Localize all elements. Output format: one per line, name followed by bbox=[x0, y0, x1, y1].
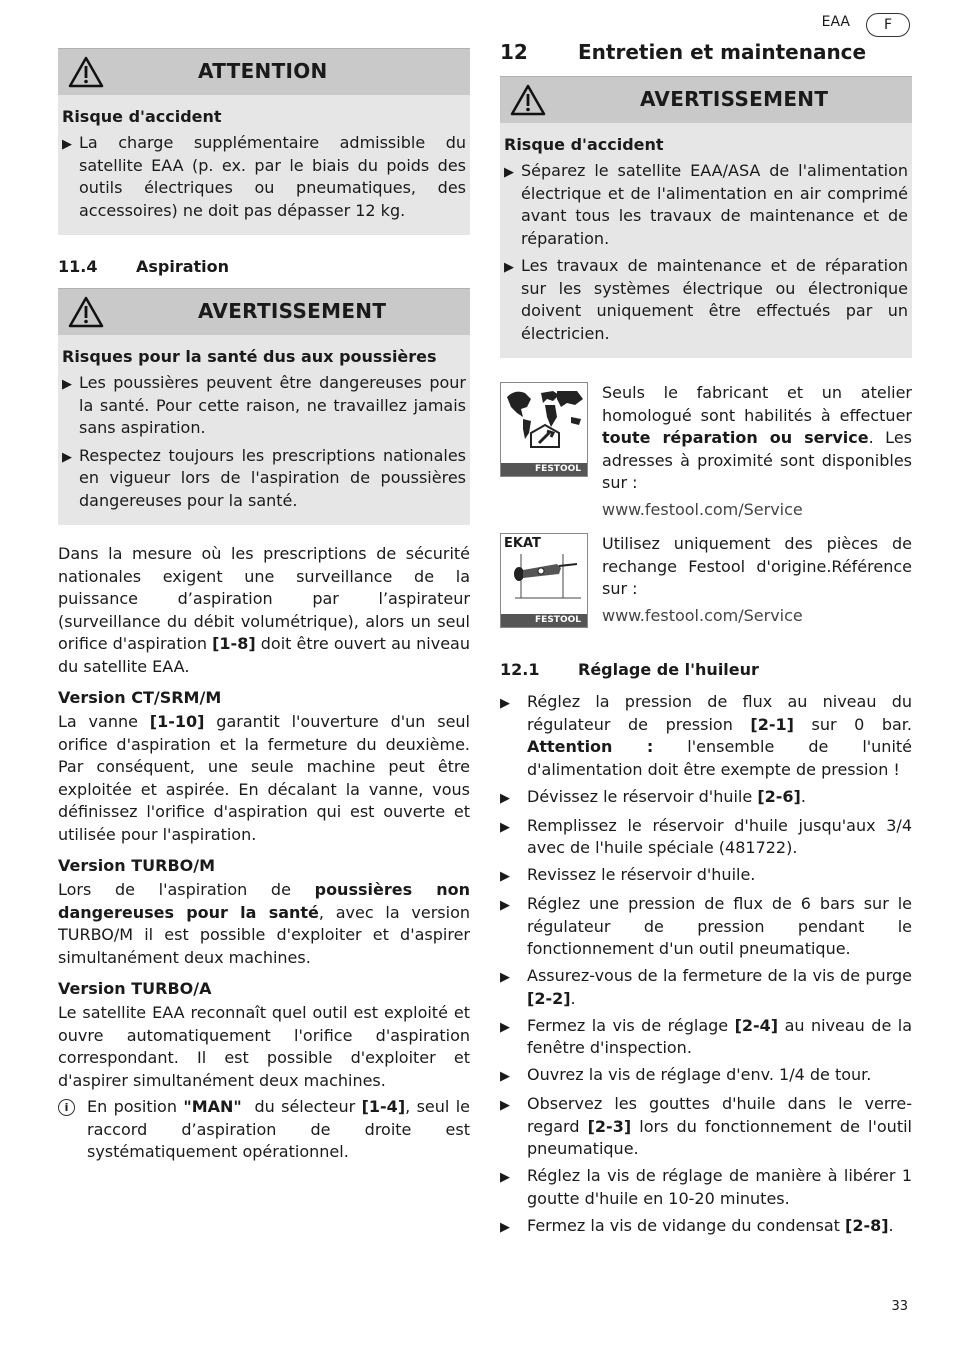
ekat-label: EKAT bbox=[504, 536, 541, 551]
service-world-map-icon bbox=[500, 382, 588, 477]
bullet-triangle-icon: ▶ bbox=[500, 1069, 510, 1084]
warning-box bbox=[58, 288, 470, 525]
warning-header bbox=[500, 76, 912, 123]
warning-triangle-icon bbox=[510, 84, 546, 116]
version-turbo-m-text: Lors de l'aspiration de poussières non dangereuses pour la santé, avec la version TURBO/M il est possible d'exploiter et d'aspirer simultanément deux machines. bbox=[58, 880, 471, 967]
list-item: ▶ Dévissez le réservoir d'huile [2-6]. bbox=[500, 786, 912, 811]
info-icon: i bbox=[58, 1099, 75, 1116]
service-url-link[interactable]: www.festool.com/Service bbox=[602, 499, 803, 519]
version-ct-text: La vanne [1-10] garantit l'ouverture d'un seul orifice d'aspiration et la fermeture du deuxième. Par conséquent, une seule machine peut être exploitée et aspirée. En décalant la vanne, vous définissez l'orifice d'aspiration qui est ouverte et utilisée pour l'aspiration. bbox=[58, 712, 470, 844]
warning-triangle-icon bbox=[68, 296, 104, 328]
list-item: ▶ Fermez la vis de vidange du condensat [2-8]. bbox=[500, 1215, 912, 1240]
warning-item: ▶ Respectez toujours les prescriptions nationales en vigueur lors de l'aspiration de poussières dangereuses pour la santé. bbox=[58, 445, 470, 518]
spare-parts-text: Utilisez uniquement des pièces de rechange Festool d'origine.Référence sur : bbox=[602, 534, 912, 598]
bullet-triangle-icon: ▶ bbox=[500, 970, 510, 985]
version-turbo-m-heading: Version TURBO/M bbox=[58, 856, 215, 875]
warning-title: AVERTISSEMENT bbox=[640, 87, 829, 111]
festool-logo: FESTOOL bbox=[501, 614, 587, 627]
left-column bbox=[58, 48, 470, 1164]
spare-parts-url-link[interactable]: www.festool.com/Service bbox=[602, 605, 803, 625]
attention-box bbox=[58, 48, 470, 235]
world-map-icon bbox=[501, 383, 587, 463]
maintenance-warning-box bbox=[500, 76, 912, 358]
chapter-heading-12 bbox=[500, 40, 912, 64]
attention-title: ATTENTION bbox=[198, 59, 328, 83]
attention-subtitle: Risque d'accident bbox=[62, 107, 222, 126]
version-turbo-a-text: Le satellite EAA reconnaît quel outil est exploité et ouvre automatiquement l'orifice d'aspiration correspondant. Il est possible d'exploiter et d'aspirer simultanément deux machines. bbox=[58, 1003, 470, 1090]
bullet-triangle-icon: ▶ bbox=[62, 377, 72, 392]
bullet-triangle-icon: ▶ bbox=[500, 819, 510, 835]
section-title: Aspiration bbox=[136, 257, 230, 276]
list-item: ▶ Réglez la vis de réglage de manière à libérer 1 goutte d'huile en 10-20 minutes. bbox=[500, 1165, 912, 1210]
version-turbo-a-heading: Version TURBO/A bbox=[58, 979, 212, 998]
oiler-steps-list bbox=[500, 691, 912, 1239]
list-item: ▶ Assurez-vous de la fermeture de la vis de purge [2-2]. bbox=[500, 965, 912, 1010]
figure-reference: [1-8] bbox=[212, 634, 256, 653]
list-item: ▶ Revissez le réservoir d'huile. bbox=[500, 864, 912, 889]
bullet-triangle-icon: ▶ bbox=[500, 1098, 510, 1113]
list-item: ▶ Fermez la vis de réglage [2-4] au niveau de la fenêtre d'inspection. bbox=[500, 1015, 912, 1060]
bullet-triangle-icon: ▶ bbox=[504, 260, 514, 275]
spare-parts-info bbox=[500, 533, 912, 628]
service-info bbox=[500, 382, 912, 521]
section-number: 11.4 bbox=[58, 257, 98, 276]
attention-header bbox=[58, 48, 470, 95]
warning-triangle-icon bbox=[68, 56, 104, 88]
list-item: ▶ Ouvrez la vis de réglage d'env. 1/4 de tour. bbox=[500, 1064, 912, 1089]
version-ct-heading: Version CT/SRM/M bbox=[58, 688, 222, 707]
bullet-triangle-icon: ▶ bbox=[500, 1219, 510, 1235]
warning-item: ▶ Les poussières peuvent être dangereuses pour la santé. Pour cette raison, ne travaillez jamais sans aspiration. bbox=[58, 372, 470, 445]
section-heading-11-4 bbox=[58, 257, 470, 276]
section-number: 12.1 bbox=[500, 660, 540, 679]
bullet-triangle-icon: ▶ bbox=[500, 898, 510, 913]
warning-item: ▶ Les travaux de maintenance et de réparation sur les systèmes électrique ou électronique doivent uniquement être effectués par un électricien. bbox=[500, 255, 912, 350]
warning-item: ▶ Séparez le satellite EAA/ASA de l'alimentation électrique et de l'alimentation en air comprimé avant tous les travaux de maintenance et de réparation. bbox=[500, 160, 912, 255]
figure-reference: [1-10] bbox=[149, 712, 205, 731]
bullet-triangle-icon: ▶ bbox=[500, 1170, 510, 1185]
bullet-triangle-icon: ▶ bbox=[504, 165, 514, 180]
bullet-triangle-icon: ▶ bbox=[500, 696, 510, 711]
bullet-triangle-icon: ▶ bbox=[500, 790, 510, 806]
page-number: 33 bbox=[891, 1299, 908, 1314]
section-title: Réglage de l'huileur bbox=[578, 660, 759, 679]
figure-reference: [1-4] bbox=[361, 1097, 406, 1116]
intro-paragraph: Dans la mesure où les prescriptions de sécurité nationales exigent une surveillance de la puissance d’aspiration par l’aspirateur (surveillance du débit volumétrique), alors un seul orifice d'aspiration [1-8] doit être ouvert au niveau du satellite EAA. bbox=[58, 544, 470, 676]
warning-subtitle: Risque d'accident bbox=[504, 135, 664, 154]
warning-header bbox=[58, 288, 470, 335]
service-text: Seuls le fabricant et un atelier homologué sont habilités à effectuer toute réparation ou service. Les adresses à proximité sont disponibles sur : bbox=[602, 383, 912, 492]
section-heading-12-1 bbox=[500, 660, 912, 679]
list-item: ▶ Remplissez le réservoir d'huile jusqu'aux 3/4 avec de l'huile spéciale (481722). bbox=[500, 815, 912, 860]
spare-parts-ekat-icon bbox=[500, 533, 588, 628]
right-column bbox=[500, 40, 912, 1244]
list-item: ▶ Observez les gouttes d'huile dans le verre-regard [2-3] lors du fonctionnement de l'outil pneumatique. bbox=[500, 1093, 912, 1161]
doc-code: EAA bbox=[821, 14, 850, 30]
bullet-triangle-icon: ▶ bbox=[500, 869, 510, 884]
language-badge: F bbox=[866, 13, 910, 37]
list-item: ▶ Réglez la pression de flux au niveau du régulateur de pression [2-1] sur 0 bar. Attention : l'ensemble de l'unité d'alimentation doit être exempte de pression ! bbox=[500, 691, 912, 781]
warning-title: AVERTISSEMENT bbox=[198, 299, 387, 323]
chapter-title: Entretien et maintenance bbox=[578, 40, 867, 64]
bullet-triangle-icon: ▶ bbox=[500, 1019, 510, 1035]
festool-logo: FESTOOL bbox=[501, 463, 587, 476]
bullet-triangle-icon: ▶ bbox=[62, 137, 72, 152]
info-note: i En position "MAN" du sélecteur [1-4], seul le raccord d’aspiration de droite est systématiquement opérationnel. bbox=[58, 1096, 470, 1164]
bullet-triangle-icon: ▶ bbox=[62, 449, 72, 465]
attention-item: ▶ La charge supplémentaire admissible du satellite EAA (p. ex. par le biais du poids des outils électriques ou pneumatiques, des accessoires) ne doit pas dépasser 12 kg. bbox=[58, 132, 470, 227]
chapter-number: 12 bbox=[500, 40, 528, 64]
list-item: ▶ Réglez une pression de flux de 6 bars sur le régulateur de pression pendant le fonctionnement d'un outil pneumatique. bbox=[500, 893, 912, 961]
warning-subtitle: Risques pour la santé dus aux poussières bbox=[62, 347, 437, 366]
